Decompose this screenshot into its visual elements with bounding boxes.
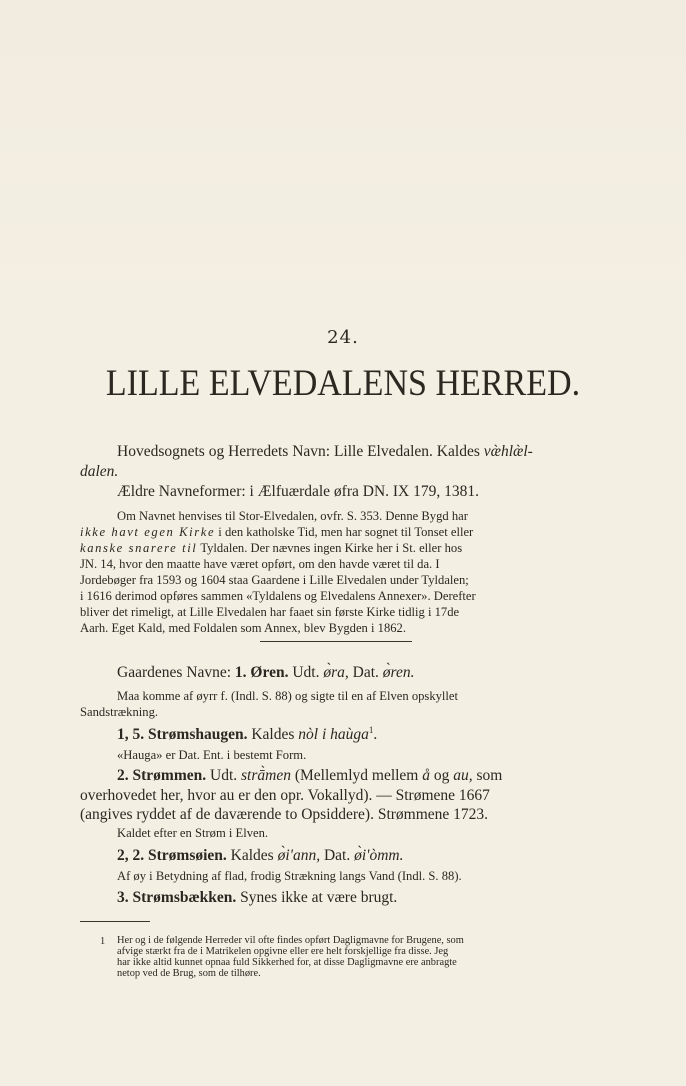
intro-line-2: dalen. bbox=[80, 463, 119, 480]
section-divider bbox=[260, 641, 412, 642]
intro-line-3: Ældre Navneformer: i Ælfuærdale øfra DN. IX 179, 1381. bbox=[117, 483, 480, 500]
note-line-8: Aarh. Eget Kald, med Foldalen som Annex, blev Bygden i 1862. bbox=[80, 621, 406, 635]
footnote-line-1: Her og i de følgende Herreder vil ofte findes opført Dagligmavne for Brugene, som bbox=[117, 935, 464, 946]
note-line-3: kanske snarere til Tyldalen. Der nævnes ingen Kirke her i St. eller hos bbox=[80, 541, 463, 555]
intro-line-1: Hovedsognets og Herredets Navn: Lille Elvedalen. Kaldes væ̀hlæ̀l- bbox=[117, 443, 533, 460]
footnote-line-4: netop ved de Brug, som de tilhøre. bbox=[117, 968, 261, 979]
entry-stromsoien: 2, 2. Strømsøien. Kaldes ø̀i'ann, Dat. ø̀i'òmm. bbox=[117, 847, 404, 864]
entry-strommen-3: (angives ryddet af de daværende to Opsiddere). Strømmene 1723. bbox=[80, 806, 489, 823]
entry-strommen-2: overhovedet her, hvor au er den opr. Vokallyd). — Strømene 1667 bbox=[80, 787, 490, 804]
footnote-rule bbox=[80, 921, 150, 922]
bleed-through-area bbox=[0, 0, 686, 300]
note-line-4: JN. 14, hvor den maatte have været opført, om den havde været til da. I bbox=[80, 557, 440, 571]
entry-stromshaugen-note: «Hauga» er Dat. Ent. i bestemt Form. bbox=[117, 748, 307, 762]
entry-strommen-note: Kaldet efter en Strøm i Elven. bbox=[117, 826, 269, 840]
note-line-7: bliver det rimeligt, at Lille Elvedalen har faaet sin første Kirke tidlig i 17de bbox=[80, 605, 460, 619]
entry-stromsbaekken: 3. Strømsbækken. Synes ikke at være brugt. bbox=[117, 889, 398, 906]
entry-stromshaugen: 1, 5. Strømshaugen. Kaldes nòl i haùga$^1$. bbox=[117, 725, 378, 744]
note-line-6: i 1616 derimod opføres sammen «Tyldalens og Elvedalens Annexer». Derefter bbox=[80, 589, 476, 603]
entry-oren: Gaardenes Navne: 1. Øren. Udt. ø̀ra, Dat. ø̀ren. bbox=[117, 664, 415, 681]
entry-oren-note-2: Sandstrækning. bbox=[80, 705, 159, 719]
page-title: LILLE ELVEDALENS HERRED. bbox=[105, 363, 581, 404]
footnote-line-3: har ikke altid kunnet opnaa fuld Sikkerhed for, at disse Dagligmavne ere anbragte bbox=[117, 957, 457, 968]
entry-stromsoien-note: Af øy i Betydning af flad, frodig Strækning langs Vand (Indl. S. 88). bbox=[117, 869, 462, 883]
entry-oren-note-1: Maa komme af øyrr f. (Indl. S. 88) og sigte til en af Elven opskyllet bbox=[117, 689, 459, 703]
chapter-number: 24. bbox=[327, 327, 359, 348]
note-line-1: Om Navnet henvises til Stor-Elvedalen, ovfr. S. 353. Denne Bygd har bbox=[117, 509, 468, 523]
note-line-5: Jordebøger fra 1593 og 1604 staa Gaardene i Lille Elvedalen under Tyldalen; bbox=[80, 573, 469, 587]
footnote-line-2: afvige stærkt fra de i Matrikelen opgivne eller ere helt forskjellige fra disse. Jeg bbox=[117, 946, 449, 957]
footnote-mark: 1 bbox=[100, 936, 106, 947]
entry-strommen-1: 2. Strømmen. Udt. strā̀men (Mellemlyd mellem å og au, som bbox=[117, 767, 503, 784]
note-line-2: ikke havt egen Kirke i den katholske Tid, men har sognet til Tonset eller bbox=[80, 525, 474, 539]
